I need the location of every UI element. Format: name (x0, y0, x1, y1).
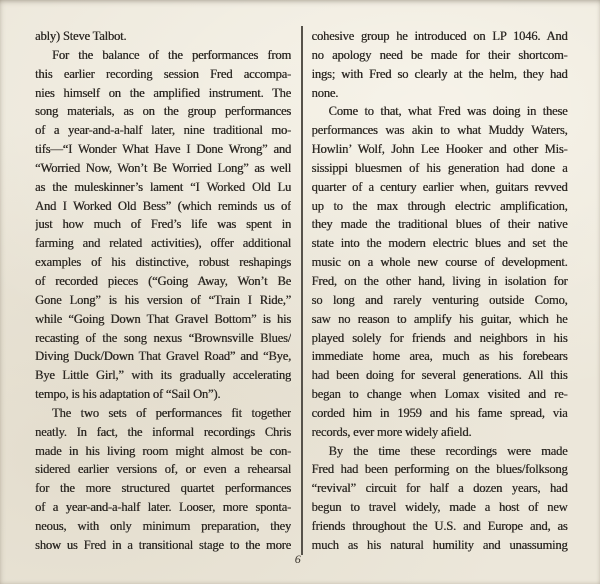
text-line: corded him in 1959 and his fame spread, via (311, 405, 568, 420)
text-line: while “Going Down That Gravel Bottom” is his (35, 311, 291, 326)
text-line: farming and related activities), offer additional (35, 236, 291, 251)
text-line: neous, with only minimum preparation, they (35, 518, 291, 533)
two-column-text (35, 27, 568, 555)
text-line: records, ever more widely afield. (311, 424, 472, 439)
text-line: made in his living room might almost be con- (35, 443, 291, 458)
text-line: no apology need be made for their shortcom- (311, 47, 568, 62)
text-line: Come to that, what Fred was doing in these (328, 104, 568, 119)
text-line: none. (311, 85, 339, 100)
text-line: Howlin’ Wolf, John Lee Hooker and other Mis- (311, 142, 568, 157)
right-text-column (312, 27, 568, 555)
text-line: And I Worked Old Bess” (which reminds us of (35, 198, 291, 213)
text-line: begun to travel widely, made a host of new (311, 500, 568, 515)
text-line: “revival” circuit for half a dozen years, had (311, 481, 568, 496)
text-line: immediate home area, much as his forebears (311, 349, 568, 364)
text-line: The two sets of performances fit together (52, 405, 291, 420)
text-line: For the balance of the performances from (52, 47, 291, 62)
text-line: of a year-and-a-half later. Looser, more sponta- (35, 500, 291, 515)
text-line: so long and rarely venturing outside Como, (311, 292, 568, 307)
text-line: music on a whole new course of development. (311, 255, 568, 270)
text-line: Diving Duck/Down That Gravel Road” and “Bye, (35, 349, 291, 364)
text-line: ings; with Fred so clearly at the helm, they had (311, 66, 568, 81)
text-line: recasting of the song nexus “Brownsville Blues/ (35, 330, 291, 345)
text-line: ably) Steve Talbot. (35, 29, 127, 43)
text-line: friends throughout the U.S. and Europe and, as (311, 518, 568, 533)
page-number: 6 (294, 552, 302, 566)
text-line: saw no reason to amplify his guitar, which he (311, 311, 568, 326)
text-line: had been doing for several generations. All this (311, 368, 568, 383)
text-line: “Worried Now, Won’t Be Worried Long” as well (35, 160, 291, 175)
text-line: Bye Little Girl,” with its gradually accelerating (35, 368, 291, 383)
text-line: sissippi bluesmen of his generation had done a (311, 160, 568, 175)
text-line: for the more structured quartet performances (35, 481, 291, 496)
text-line: examples of his distinctive, robust reshapings (35, 255, 291, 270)
text-line: state into the modern electric blues and set the (311, 236, 568, 251)
text-line: they made the traditional blues of their native (311, 217, 568, 232)
text-line: up to the max through electric amplification, (311, 198, 568, 213)
text-line: tifs—“I Wonder What Have I Done Wrong” and (35, 142, 291, 157)
text-line: much as his natural humility and unassuming (311, 537, 568, 552)
text-line: just how much of Fred’s life was spent in (35, 217, 291, 232)
text-line: neatly. In fact, the informal recordings Chris (35, 424, 291, 439)
text-line: Fred had been performing on the blues/folksong (311, 462, 568, 477)
text-line: as the muleskinner’s lament “I Worked Old Lu (35, 179, 291, 194)
text-line: played solely for friends and neighbors in his (311, 330, 568, 345)
text-line: of recorded pieces (“Going Away, Won’t Be (35, 273, 291, 288)
text-line: show us Fred in a transitional stage to the more (35, 537, 291, 552)
text-line: cohesive group he introduced on LP 1046. And (311, 29, 568, 43)
text-line: quarter of a century earlier when, guitars revved (311, 179, 568, 194)
text-line: song materials, as on the group performances (35, 104, 291, 119)
text-line: sidered earlier versions of, or even a rehearsal (35, 462, 291, 477)
text-line: nies himself on the amplified instrument. The (35, 85, 291, 100)
text-line: tempo, is his adaptation of “Sail On”). (35, 387, 221, 402)
text-line: By the time these recordings were made (328, 443, 568, 458)
text-line: this earlier recording session Fred accompa- (35, 66, 291, 81)
text-line: began to change when Lomax visited and re- (311, 387, 568, 402)
text-line: Gone Long” is his version of “Train I Ride,” (35, 292, 291, 307)
left-text-column (35, 27, 291, 555)
text-line: Fred, on the other hand, living in isolation for (311, 273, 568, 288)
column-divider-rule (301, 26, 303, 555)
text-line: of a year-and-a-half later, nine traditional mo- (35, 123, 291, 138)
text-line: performances was akin to what Muddy Waters, (311, 123, 568, 138)
